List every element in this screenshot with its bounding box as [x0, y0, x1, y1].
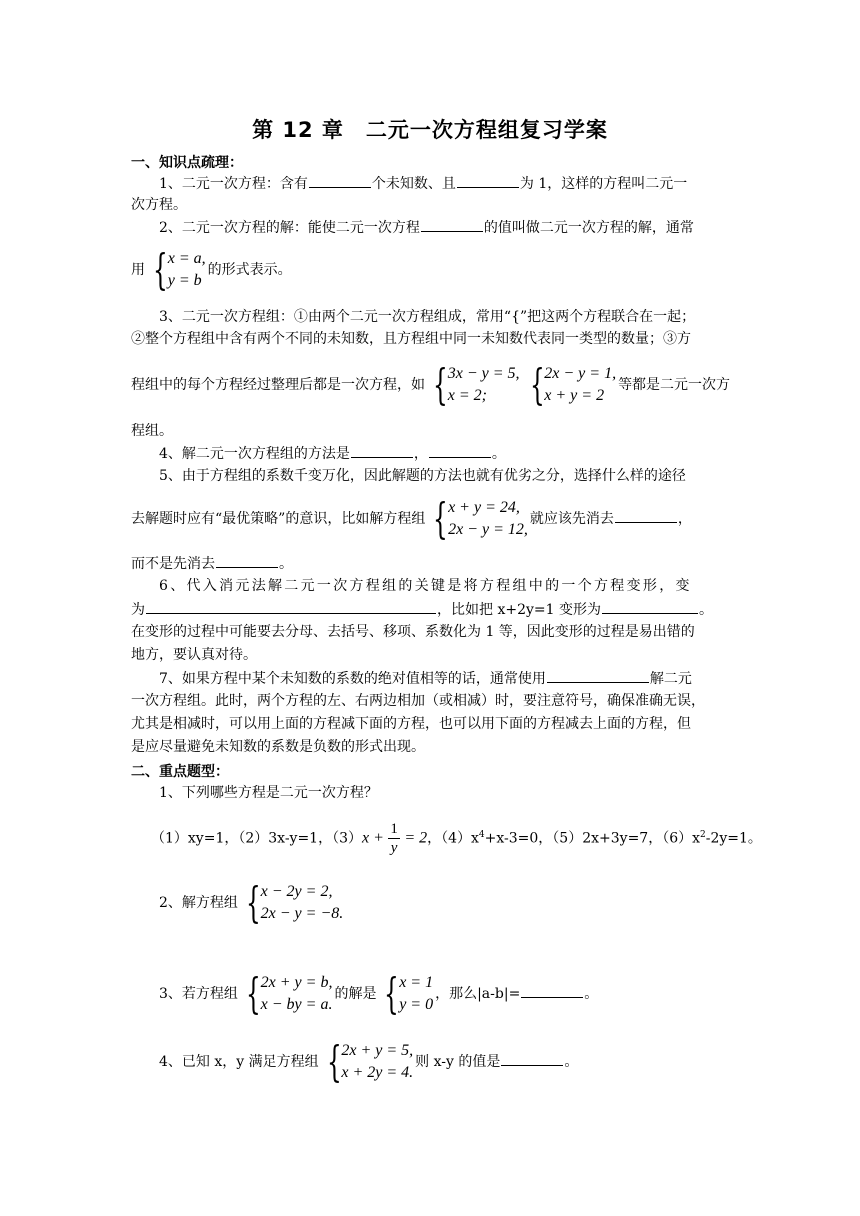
fill-blank[interactable] [547, 668, 649, 683]
page-title: 第 12 章 二元一次方程组复习学案 [252, 118, 608, 142]
item-2-line-2: 用 { x = a, y = b 的形式表示。 [131, 245, 292, 294]
fill-blank[interactable] [309, 173, 371, 188]
brace-symbol: { [326, 1037, 342, 1086]
item-2-line-1: 2、二元一次方程的解：能使二元一次方程 的值叫做二元一次方程的解，通常 [159, 217, 731, 238]
fill-blank[interactable] [216, 553, 278, 568]
item-6-line-2: 为 ，比如把 x+2y=1 变形为 。 [131, 599, 731, 620]
item-5-line-3: 而不是先消去 。 [131, 553, 731, 574]
brace-symbol: { [384, 969, 400, 1018]
fill-blank[interactable] [521, 983, 583, 998]
item-3-line-3: 程组中的每个方程经过整理后都是一次方程，如 { 3x − y = 5, x = 2; { 2x − y = 1, x + y = 2 等都是二元一次方 [131, 360, 731, 409]
item-3-line-2: ②整个方程组中含有两个不同的未知数，且方程组中同一未知数代表同一类型的数量；③方 [131, 331, 691, 347]
item-3-line-4: 程组。 [131, 423, 173, 439]
brace-symbol: { [245, 969, 261, 1018]
item-7-line-4: 是应尽量避免未知数的系数是负数的形式出现。 [131, 739, 425, 755]
equation-system: { 3x − y = 5, x = 2; [433, 360, 520, 409]
item-5-line-2: 去解题时应有“最优策略”的意识，比如解方程组 { x + y = 24, 2x − y = 12, 就应该先消去 ， [131, 494, 692, 543]
question-2: 2、解方程组 { x − 2y = 2, 2x − y = −8. [159, 878, 344, 927]
brace-symbol: { [529, 360, 545, 409]
equation-system: { x − 2y = 2, 2x − y = −8. [245, 878, 344, 927]
fill-blank[interactable] [351, 443, 413, 458]
equation-system: { x = a, y = b [153, 245, 206, 294]
fill-blank[interactable] [146, 599, 436, 614]
fill-blank[interactable] [457, 173, 519, 188]
fill-blank[interactable] [602, 599, 698, 614]
item-7-line-3: 尤其是相减时，可以用上面的方程减下面的方程，也可以用下面的方程减去上面的方程，但 [131, 716, 691, 732]
brace-symbol: { [153, 245, 168, 294]
item-6-line-1: 6、代入消元法解二元一次方程组的关键是将方程组中的一个方程变形，变 [159, 578, 692, 594]
solution-system: { x = 1 y = 0 [384, 969, 434, 1018]
equation-system: { x + y = 24, 2x − y = 12, [433, 494, 528, 543]
fill-blank[interactable] [615, 508, 677, 523]
item-6-line-3: 在变形的过程中可能要去分母、去括号、移项、系数化为 1 等，因此变形的过程是易出错的 [131, 624, 695, 640]
equation-system: { 2x − y = 1, x + y = 2 [529, 360, 617, 409]
item-1-line-1: 1、二元一次方程：含有 个未知数、且 为 1，这样的方程叫二元一 [159, 173, 731, 194]
brace-symbol: { [433, 494, 449, 543]
equation-system: { 2x + y = 5, x + 2y = 4. [326, 1037, 414, 1086]
item-7-line-2: 一次方程组。此时，两个方程的左、右两边相加（或相减）时，要注意符号，确保准确无误， [131, 693, 705, 709]
fill-blank[interactable] [421, 217, 483, 232]
section-heading-knowledge: 一、知识点疏理： [131, 155, 243, 171]
brace-symbol: { [245, 878, 261, 927]
item-6-line-4: 地方，要认真对待。 [131, 647, 257, 663]
equation-system: { 2x + y = b, x − by = a. [245, 969, 333, 1018]
item-5-line-1: 5、由于方程组的系数千变万化，因此解题的方法也就有优劣之分，选择什么样的途径 [159, 468, 686, 484]
item-4-line: 4、解二元一次方程组的方法是 ， 。 [159, 443, 731, 464]
fraction: $\frac{1}{y}$ [390, 821, 398, 857]
question-1-prompt: 1、下列哪些方程是二元一次方程？ [159, 785, 378, 801]
item-1-line-2: 次方程。 [131, 197, 187, 213]
question-1-options: （1）xy=1，（2）3x-y=1，（3）x + $\frac{1}{y}$ = 2，$(4)x^4+x-3=0$，（5）2x+3y=7，$(6)x^2-2y=1$。 [151, 821, 762, 857]
question-4: 4、已知 x，y 满足方程组 { 2x + y = 5, x + 2y = 4. 则 x-y 的值是 。 [159, 1037, 579, 1086]
question-3: 3、若方程组 { 2x + y = b, x − by = a. 的解是 { x = 1 y = 0 ，那么|a-b|= 。 [159, 969, 599, 1018]
fill-blank[interactable] [429, 443, 491, 458]
section-heading-key-problems: 二、重点题型： [131, 764, 229, 780]
fill-blank[interactable] [501, 1051, 563, 1066]
item-3-line-1: 3、二元一次方程组：①由两个二元一次方程组成，常用“{”把这两个方程联合在一起； [159, 309, 696, 325]
item-7-line-1: 7、如果方程中某个未知数的系数的绝对值相等的话，通常使用 解二元 [159, 668, 731, 689]
brace-symbol: { [433, 360, 448, 409]
